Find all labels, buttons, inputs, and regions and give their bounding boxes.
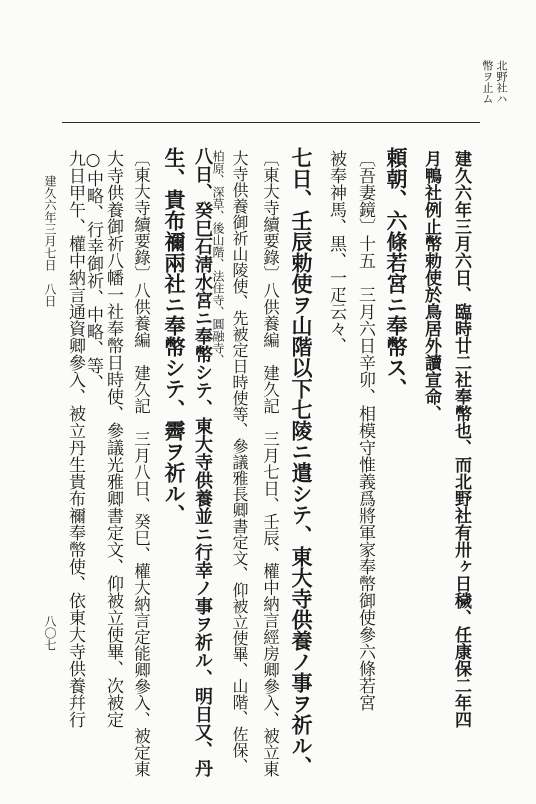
text-column: 月鴨社例止幣勅使於鳥居外讀宣命、 — [421, 150, 441, 422]
text-column: 大寺供養御祈山陵使、先被定日時使等、參議雅長卿書定文、仰被立使畢、山階、佐保、 — [230, 150, 249, 774]
running-header-line2: 幣ヲ止ム — [481, 60, 494, 104]
text-column: ○中略、行幸御祈、中略、等、 — [83, 150, 103, 391]
annotation-column: 柏原、深草、後山階、法住寺、圓融寺、 — [211, 150, 225, 366]
section-heading: 七日、壬辰勅使ヲ山階以下七陵ニ遣シテ、東大寺供養ノ事ヲ祈ル、 — [289, 147, 314, 777]
section-heading: 八日、癸巳石淸水宮ニ奉幣シテ、東大寺供養並ニ行幸ノ事ヲ祈ル、明日又、丹 — [192, 147, 213, 777]
text-column: 九日甲午、權中納言通資卿參入、被立丹生貴布禰奉幣使、依東大寺供養幷行 — [65, 150, 85, 728]
text-column: 建久六年三月六日、臨時廿二社奉幣也、而北野社有卅ヶ日穢、任康保二年四 — [451, 150, 471, 728]
page-number: 八〇七 — [43, 615, 57, 651]
running-date: 建久六年三月七日 八日 — [43, 175, 57, 307]
section-heading: 生、貴布禰兩社ニ奉幣シテ、霽ヲ祈ル、 — [162, 147, 187, 525]
text-column: 被奉神馬、黒、一疋云々、 — [326, 150, 346, 354]
running-header-line1: 北野社ハ — [495, 60, 508, 104]
text-column: 〔東大寺續要錄〕八供養編 建久記 三月七日、壬辰、權中納言經房卿參入、被立東 — [260, 150, 280, 777]
header-rule — [62, 122, 480, 123]
text-column: 〔東大寺續要錄〕八供養編 建久記 三月八日、癸巳、權大納言定能卿參入、被定東 — [131, 150, 151, 777]
text-column: 〔吾妻鏡〕十五 三月六日辛卯、相模守惟義爲將軍家奉幣御使參六條若宮 — [355, 150, 375, 711]
section-heading: 頼朝、六條若宮ニ奉幣ス、 — [384, 147, 409, 399]
text-column: 大寺供養御祈八幡一社奉幣日時使、參議光雅卿書定文、仰被立使畢、次被定 — [103, 150, 123, 728]
